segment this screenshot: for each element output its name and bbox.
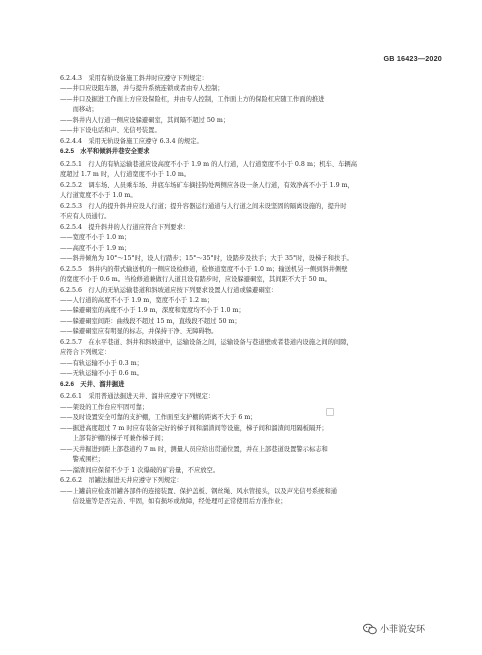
text-line: 6.2.5.2 调车场、人员乘车场、井底车场矿车摘挂钩处两侧应各设一条人行道，有效净高不小于 1.9 m，	[60, 181, 354, 189]
text-line: ——宽度不小于 1.0 m；	[60, 234, 131, 242]
text-line: 6.2.6.1 采用普通法掘进天井、溜井应遵守下列规定：	[60, 393, 215, 401]
document-body	[60, 76, 446, 509]
watermark-text: 小菲说安环	[380, 625, 426, 635]
text-line: ——有轨运输不小于 0.3 m；	[60, 359, 143, 367]
scan-artifact-mark	[326, 408, 334, 416]
text-line: 上部有护棚的梯子可兼作梯子间；	[60, 435, 168, 443]
text-line: 人行道宽度不小于 1.0 m。	[60, 192, 137, 200]
text-line: 而移动；	[60, 106, 98, 114]
text-line: ——躲避硐室应有明显的标志，并保持干净、无障碍物。	[60, 328, 218, 336]
text-line: 6.2.4.4 采用无轨设备施工应遵守 6.3.4 的规定。	[60, 137, 203, 145]
section-heading: 6.2.5 水平和倾斜井巷安全要求	[60, 148, 150, 156]
text-line: 6.2.5.3 行人的提升斜井应设人行道；提升容器运行通道与人行道之间未设坚固的隔离设施的，提升时	[60, 202, 347, 210]
text-line: ——架设的工作台应牢固可靠；	[60, 403, 149, 411]
text-line: ——躲避硐室间距：曲线段不超过 15 m，直线段不超过 50 m；	[60, 317, 241, 325]
text-line: ——斜井倾角为 10°～15°时，设人行踏步；15°～35°时，设踏步及扶手；大于 35°时，设梯子和扶手。	[60, 255, 353, 263]
text-line: ——斜井内人行道一侧应设躲避硐室，其间隔不超过 50 m；	[60, 116, 230, 124]
text-line: 警戒围栏；	[60, 456, 105, 464]
text-line: 应符合下列规定：	[60, 349, 111, 357]
text-line: ——掘进高度超过 7 m 时应有装备完好的梯子间和溜渣间等设施，梯子间和溜渣间用隔板隔开；	[60, 424, 328, 432]
text-line: ——人行道的高度不小于 1.9 m，宽度不小于 1.2 m；	[60, 296, 214, 304]
text-line: ——上罐前应检查吊罐各部件的连接装置、保护盖板、钢丝绳、风水管接头，以及声光信号系统和通	[60, 487, 338, 495]
text-line: 度超过 1.7 m 时，人行道宽度不小于 1.0 m。	[60, 171, 191, 179]
section-heading: 6.2.6 天井、溜井掘进	[60, 380, 125, 388]
text-line: ——井下设电话和声、光信号装置。	[60, 127, 161, 135]
text-line: ——溜渣间应保留不少于 1 次爆破的矿岩量，不应放空。	[60, 466, 220, 474]
text-line: ——及时设置安全可靠的支护棚，工作面至支护棚的距离不大于 6 m；	[60, 414, 257, 422]
text-line: ——无轨运输不小于 0.6 m。	[60, 370, 143, 378]
wechat-watermark	[363, 622, 425, 635]
text-line: 6.2.5.1 行人的有轨运输巷道应设高度不小于 1.9 m 的人行道，人行道宽度不小于 0.8 m；机车、车辆高	[60, 160, 357, 168]
text-line: 6.2.5.7 在水平巷道、斜井和斜坡道中，运输设备之间，运输设备与巷道壁或者巷道内设施之间的间隙，	[60, 338, 353, 346]
text-line: 6.2.5.5 斜井内的带式输送机的一侧应设检修道，检修道宽度不小于 1.0 m；输送机另一侧到斜井侧壁	[60, 265, 348, 273]
text-line: 6.2.4.3 采用有轨设备施工斜井时应遵守下列规定：	[60, 75, 208, 82]
text-line: 不应有人员通行。	[60, 213, 111, 221]
text-line: ——天井掘进到距上部巷道约 7 m 时，测量人员应给出贯通位置，并在上部巷道设置警示标志和	[60, 445, 328, 453]
text-line: ——躲避硐室的高度不小于 1.9 m，深度和宽度均不小于 1.0 m；	[60, 307, 245, 315]
text-line: 6.2.5.6 行人的无轨运输巷道和斜坡道应按下列要求设置人行道或躲避硐室：	[60, 286, 278, 294]
text-line: 信设施等是否完善、牢固，如有损坏或故障，经处理可正常使用后方准作业；	[60, 498, 287, 505]
text-line: ——井口及掘进工作面上方应设保险杠，并由专人控制，工作面上方的保险杠应随工作面的推进	[60, 95, 325, 103]
standard-number: GB 16423—2020	[383, 54, 442, 63]
text-line: 6.2.5.4 提升斜井的人行道应符合下列要求：	[60, 223, 190, 231]
text-line: ——井口应设阻车器，并与提升系统连锁或者由专人控制；	[60, 85, 224, 93]
text-line: 的宽度不小于 0.6 m。当检修道兼做行人道且设有踏步时，应设躲避硐室，其间距不大于 50 m。	[60, 276, 331, 284]
text-line: ——高度不小于 1.9 m；	[60, 244, 131, 252]
text-line: 6.2.6.2 吊罐法掘进天井应遵守下列规定：	[60, 477, 183, 485]
wechat-logo-icon	[363, 623, 377, 635]
